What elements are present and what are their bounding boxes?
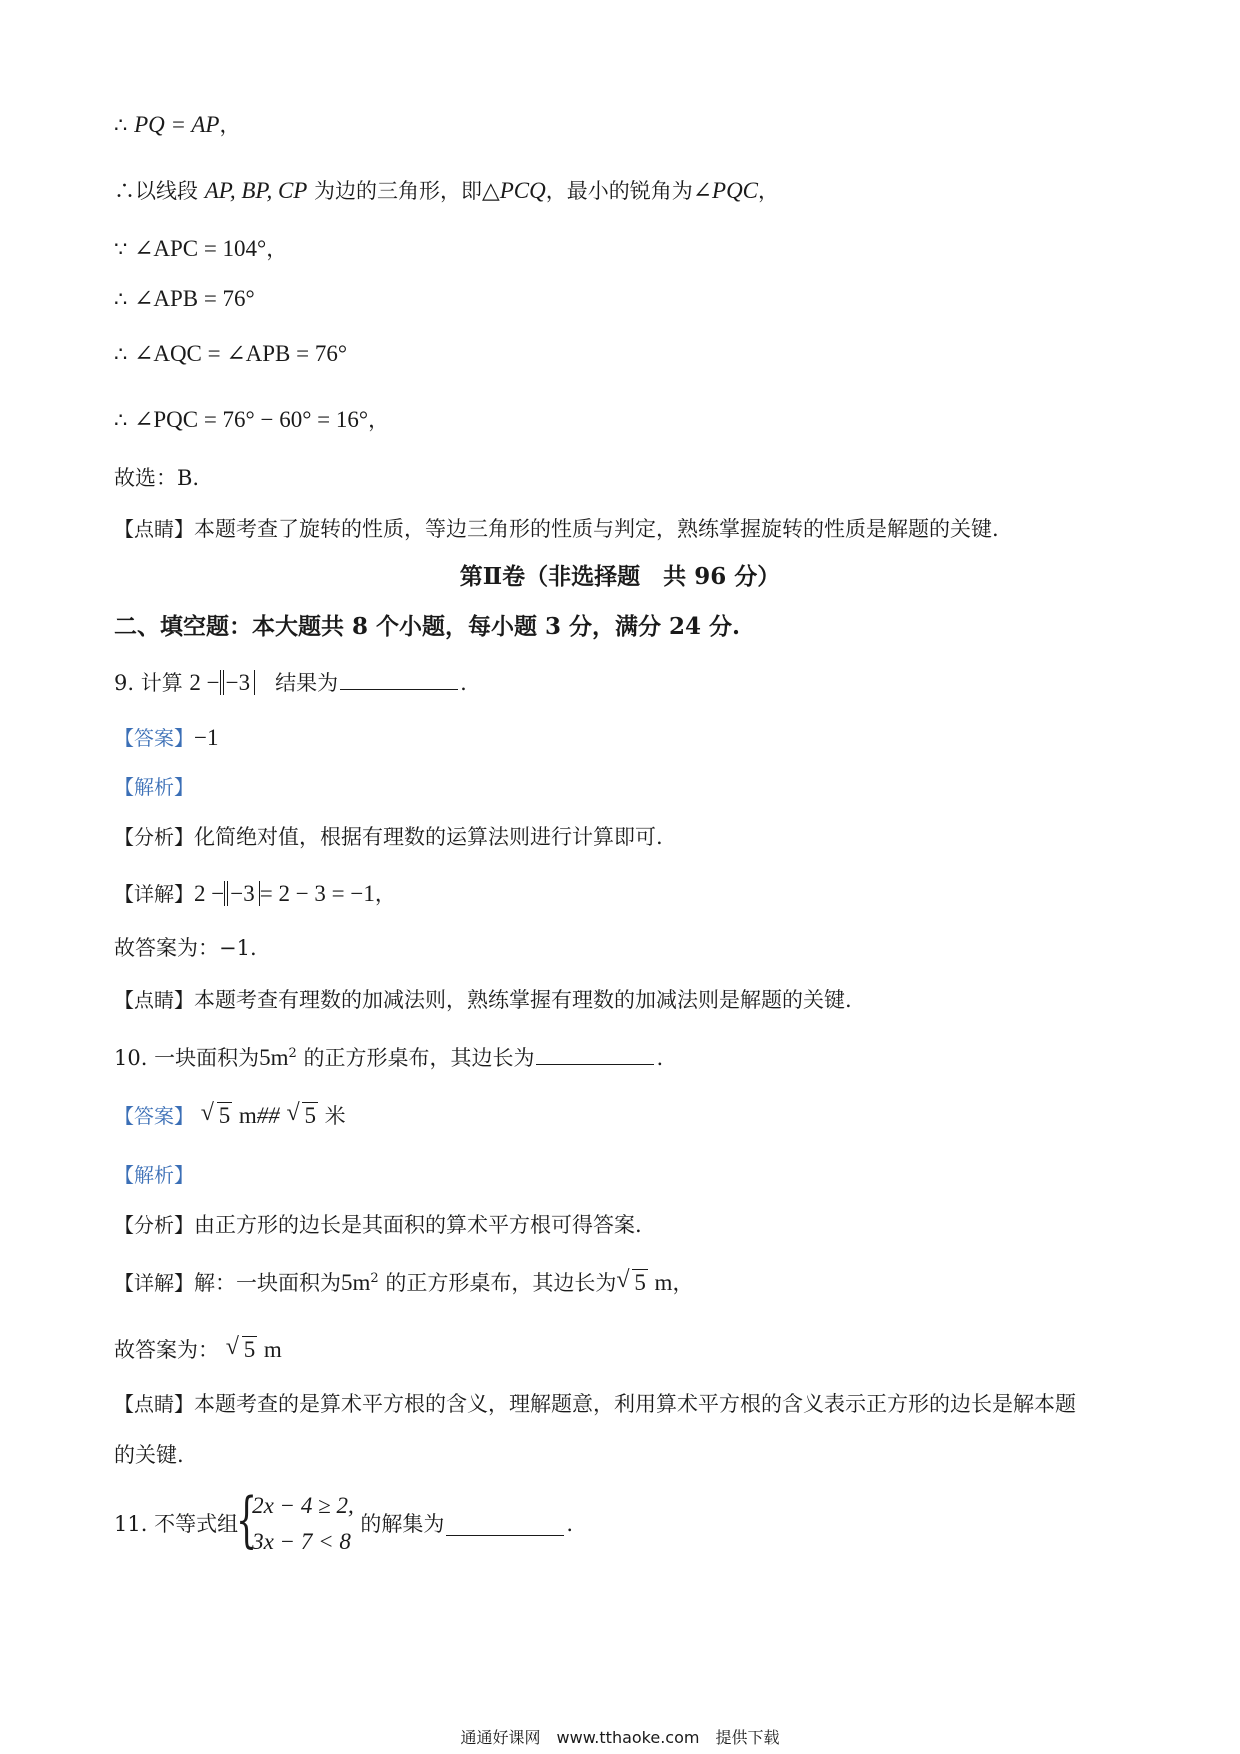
question-text: 计算 bbox=[140, 671, 183, 695]
therefore-symbol: ∴ bbox=[114, 179, 135, 203]
radicand: 5 bbox=[634, 1270, 646, 1295]
fenxi-tag: 【分析】 bbox=[114, 1213, 194, 1237]
section2-title: 二、填空题：本大题共 8 个小题，每小题 3 分，满分 24 分. bbox=[114, 613, 741, 640]
punctuation: ， bbox=[374, 882, 396, 906]
q9-final-answer: 故答案为：−1. bbox=[114, 936, 257, 960]
xiangjie-tag: 【详解】 bbox=[114, 882, 194, 906]
answer-blank[interactable] bbox=[446, 1513, 564, 1536]
question-11 bbox=[114, 1485, 574, 1560]
answer-tag: 【答案】 bbox=[114, 726, 194, 750]
math-expression: ∠AQC = ∠APB = 76° bbox=[134, 341, 348, 366]
sqrt-expression bbox=[201, 1101, 233, 1131]
q9-answer-line bbox=[114, 723, 218, 753]
derivation-line-4 bbox=[114, 284, 255, 314]
math-expression: AP, BP, CP bbox=[204, 178, 308, 203]
math-expression: = 2 − 3 = −1 bbox=[259, 881, 375, 906]
question-10 bbox=[114, 1039, 663, 1073]
q10-dianjing-line-2: 的关键. bbox=[114, 1443, 184, 1467]
xiangjie-tag: 【详解】 bbox=[114, 1271, 194, 1295]
part2-title: 第Ⅱ卷（非选择题 共 96 分） bbox=[459, 563, 781, 590]
text-segment: ，最小的锐角为 bbox=[545, 179, 693, 203]
dianjing-text: 本题考查的是算术平方根的含义，理解题意，利用算术平方根的含义表示正方形的边长是解本题 bbox=[194, 1392, 1076, 1416]
xiangjie-text: 解：一块面积为 bbox=[194, 1271, 341, 1295]
fenxi-text: 由正方形的边长是其面积的算术平方根可得答案. bbox=[194, 1213, 642, 1237]
math-expression: 5m bbox=[259, 1045, 289, 1070]
punctuation: ， bbox=[368, 408, 390, 432]
derivation-line-3 bbox=[114, 234, 287, 264]
dianjing-tag: 【点睛】 bbox=[114, 517, 194, 541]
q9-fenxi-line bbox=[114, 822, 663, 852]
math-expression: ∠PQC bbox=[692, 178, 759, 203]
question-number: 9. bbox=[114, 671, 135, 695]
punctuation: ， bbox=[219, 113, 241, 137]
choice-line: 故选：B. bbox=[114, 466, 200, 490]
punctuation: ， bbox=[758, 179, 780, 203]
because-symbol: ∵ bbox=[114, 237, 128, 261]
radicand: 5 bbox=[243, 1337, 256, 1362]
dianjing-tag: 【点睛】 bbox=[114, 1392, 194, 1416]
punctuation: ， bbox=[266, 237, 288, 261]
unit: m bbox=[263, 1337, 282, 1362]
unit: 米 bbox=[324, 1104, 346, 1128]
derivation-line-5 bbox=[114, 339, 347, 369]
q10-xiangjie-line bbox=[114, 1264, 693, 1298]
unit: m bbox=[238, 1103, 257, 1128]
q10-fenxi-line bbox=[114, 1210, 642, 1240]
question-text: 的解集为 bbox=[360, 1512, 445, 1536]
derivation-line-6 bbox=[114, 405, 389, 435]
q10-final-answer bbox=[114, 1335, 282, 1365]
derivation-line-2 bbox=[114, 176, 779, 206]
absolute-value bbox=[220, 670, 255, 695]
radicand: 5 bbox=[304, 1103, 316, 1128]
sqrt-expression bbox=[226, 1335, 258, 1365]
punctuation: . bbox=[656, 1046, 664, 1070]
math-expression: 2 − bbox=[189, 670, 220, 695]
sqrt-expression bbox=[616, 1268, 648, 1298]
punctuation: . bbox=[460, 671, 467, 695]
left-brace-icon: { bbox=[236, 1485, 258, 1555]
math-expression: ∠PQC = 76° − 60° = 16° bbox=[134, 407, 369, 432]
inequality-system bbox=[236, 1485, 354, 1560]
unit: m bbox=[654, 1270, 673, 1295]
therefore-symbol: ∴ bbox=[114, 113, 128, 137]
dianjing-text: 本题考查了旋转的性质，等边三角形的性质与判定，熟练掌握旋转的性质是解题的关键. bbox=[194, 517, 999, 541]
math-expression: 5m bbox=[341, 1270, 371, 1295]
answer-tag: 【答案】 bbox=[114, 1104, 194, 1128]
fenxi-tag: 【分析】 bbox=[114, 825, 194, 849]
question-text: 一块面积为 bbox=[154, 1046, 260, 1070]
separator: ## bbox=[256, 1103, 280, 1128]
q9-dianjing-line bbox=[114, 985, 852, 1015]
inequality-row-1: 2x − 4 ≥ 2, bbox=[252, 1493, 354, 1518]
superscript: 2 bbox=[370, 1271, 379, 1286]
fenxi-text: 化简绝对值，根据有理数的运算法则进行计算即可. bbox=[194, 825, 663, 849]
math-expression: △PCQ bbox=[482, 178, 546, 203]
q10-answer-line bbox=[114, 1101, 346, 1131]
answer-value: −1 bbox=[194, 725, 219, 750]
q9-jiexi-tag: 【解析】 bbox=[114, 775, 194, 799]
therefore-symbol: ∴ bbox=[114, 408, 128, 432]
superscript: 2 bbox=[288, 1046, 297, 1061]
absolute-value-content: −3 bbox=[223, 670, 252, 695]
q9-xiangjie-line bbox=[114, 879, 396, 909]
dianjing-tag: 【点睛】 bbox=[114, 988, 194, 1012]
question-text: 不等式组 bbox=[154, 1512, 239, 1536]
radical-icon: √ bbox=[200, 1100, 214, 1126]
q10-dianjing-line-1 bbox=[114, 1389, 1076, 1419]
text-segment: 以线段 bbox=[135, 179, 198, 203]
dianjing-text: 本题考查有理数的加减法则，熟练掌握有理数的加减法则是解题的关键. bbox=[194, 988, 852, 1012]
radicand: 5 bbox=[218, 1103, 231, 1128]
inequality-row-2: 3x − 7 < 8 bbox=[252, 1529, 351, 1554]
question-9 bbox=[114, 667, 467, 698]
answer-blank[interactable] bbox=[536, 1042, 654, 1065]
radical-icon: √ bbox=[616, 1267, 630, 1293]
math-expression: PQ = AP bbox=[134, 112, 220, 137]
therefore-symbol: ∴ bbox=[114, 342, 128, 366]
absolute-value-content: −3 bbox=[227, 881, 256, 906]
punctuation: . bbox=[566, 1512, 574, 1536]
question-number: 10. bbox=[114, 1046, 148, 1070]
q10-jiexi-tag: 【解析】 bbox=[114, 1163, 194, 1187]
question-text: 的正方形桌布，其边长为 bbox=[303, 1046, 535, 1070]
absolute-value bbox=[224, 881, 259, 906]
xiangjie-text: 的正方形桌布，其边长为 bbox=[385, 1271, 617, 1295]
math-expression: ∠APC = 104° bbox=[134, 236, 267, 261]
radical-icon: √ bbox=[286, 1100, 300, 1126]
therefore-symbol: ∴ bbox=[114, 287, 128, 311]
question-text: 结果为 bbox=[275, 671, 339, 695]
math-expression: 2 − bbox=[194, 881, 225, 906]
text-segment: 为边的三角形，即 bbox=[314, 179, 483, 203]
page-footer: 通通好课网 www.tthaoke.com 提供下载 bbox=[460, 1728, 780, 1747]
radical-icon: √ bbox=[225, 1334, 239, 1360]
derivation-line-1 bbox=[114, 110, 240, 140]
final-answer-label: 故答案为： bbox=[114, 1338, 219, 1362]
question-number: 11. bbox=[114, 1512, 148, 1536]
math-expression: ∠APB = 76° bbox=[134, 286, 255, 311]
punctuation: ， bbox=[672, 1271, 694, 1295]
dianjing-line-q8 bbox=[114, 514, 999, 544]
sqrt-expression bbox=[286, 1101, 318, 1131]
answer-blank[interactable] bbox=[340, 667, 458, 690]
